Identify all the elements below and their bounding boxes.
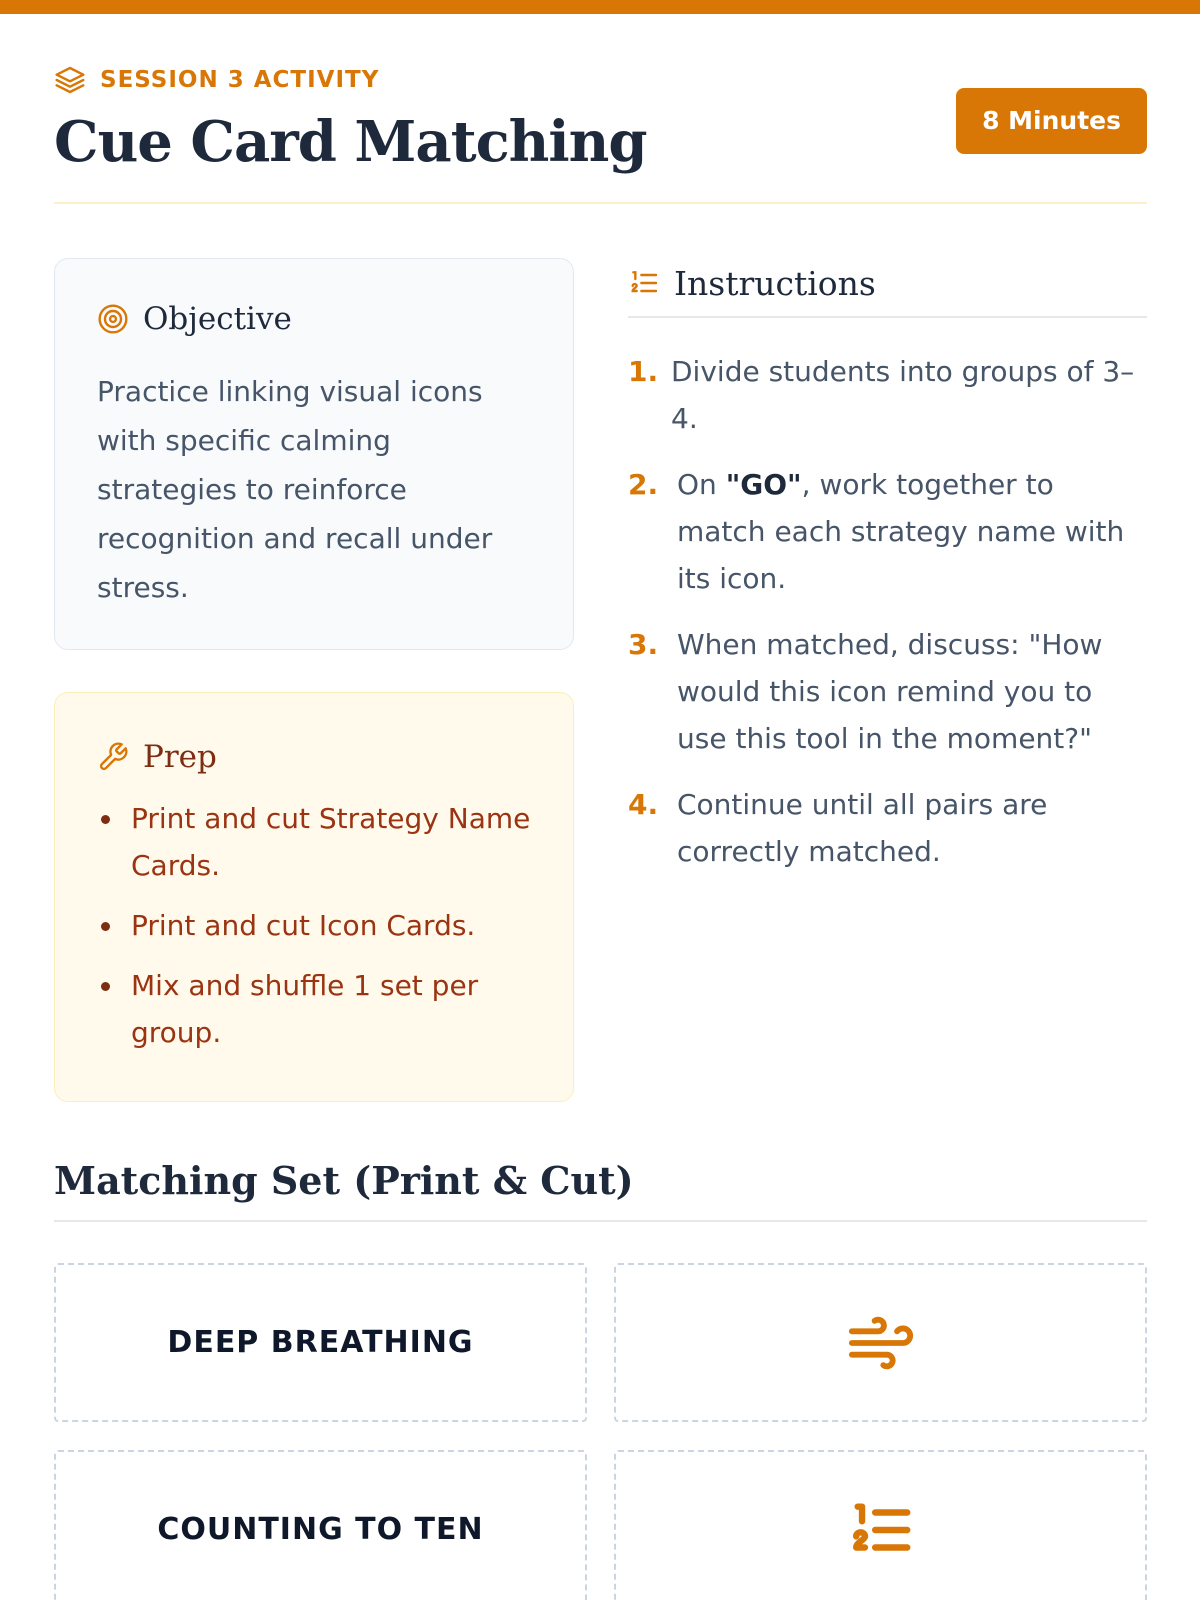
strategy-name-label: DEEP BREATHING [167, 1325, 474, 1360]
layers-icon [54, 64, 86, 96]
instructions-section [628, 258, 1147, 894]
objective-card [54, 258, 574, 650]
instruction-step [628, 621, 1147, 762]
objective-heading: Objective [143, 301, 292, 337]
step-text-post: , work together to match each strategy name with its icon. [677, 468, 1125, 595]
instruction-step [628, 348, 1147, 442]
prep-item: Print and cut Icon Cards. [97, 902, 543, 949]
step-text: Continue until all pairs are correctly matched. [677, 788, 1048, 868]
strategy-name-label: COUNTING TO TEN [157, 1512, 484, 1547]
icon-card [614, 1263, 1147, 1422]
wrench-icon [97, 741, 129, 773]
instruction-step [628, 461, 1147, 602]
step-text: Divide students into groups of 3–4. [671, 355, 1135, 435]
matching-set-heading: Matching Set (Print & Cut) [54, 1156, 1147, 1222]
instruction-steps [628, 348, 1147, 875]
step-number: 1. [628, 355, 659, 388]
prep-item: Mix and shuffle 1 set per group. [97, 962, 543, 1056]
prep-list [97, 795, 543, 1056]
icon-card [614, 1450, 1147, 1600]
step-number: 2. [628, 468, 659, 501]
step-number: 3. [628, 628, 659, 661]
prep-item: Print and cut Strategy Name Cards. [97, 795, 543, 889]
strategy-name-card [54, 1263, 587, 1422]
step-text: When matched, discuss: "How would this icon remind you to use this tool in the moment?" [677, 628, 1103, 755]
top-accent-bar [0, 0, 1200, 14]
duration-badge: 8 Minutes [956, 88, 1147, 154]
page-header [54, 62, 1147, 204]
target-icon [97, 303, 129, 335]
step-text [677, 461, 1147, 602]
list-ordered-icon [842, 1495, 920, 1565]
prep-card [54, 692, 574, 1102]
objective-text: Practice linking visual icons with specific calming strategies to reinforce recognition and recall under stress. [97, 375, 493, 604]
step-number: 4. [628, 788, 659, 821]
strategy-name-card [54, 1450, 587, 1600]
prep-heading: Prep [143, 739, 217, 775]
list-ordered-icon [628, 267, 660, 299]
step-text-pre: On [677, 468, 726, 501]
instruction-step [628, 781, 1147, 875]
page-title: Cue Card Matching [54, 109, 647, 175]
instructions-heading: Instructions [674, 263, 876, 303]
step-text-emphasis: "GO" [725, 468, 802, 501]
wind-icon [842, 1308, 920, 1378]
session-label: SESSION 3 ACTIVITY [100, 67, 380, 93]
